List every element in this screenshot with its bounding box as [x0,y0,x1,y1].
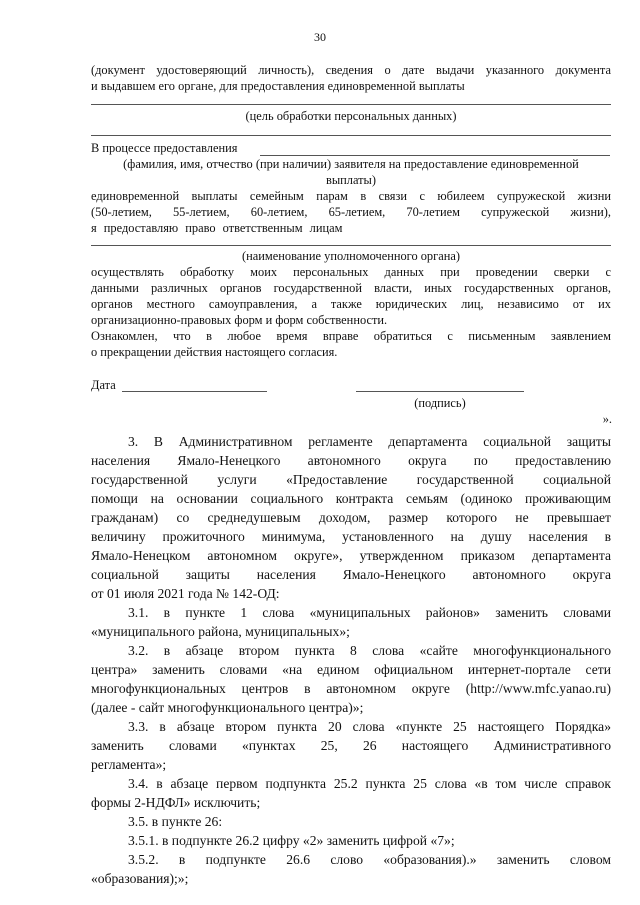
consent-text-line: Ознакомлен, что в любое время вправе обратиться с письменным заявлением [91,329,611,343]
amendment-line: 3.3. в абзаце втором пункта 20 слова «пункте 25 настоящего Порядка» [128,719,611,734]
amendment-line: социальной защиты населения Ямало-Ненецкого автономного округа [91,567,611,582]
amendment-line: помощи на основании социального контракта семьям (одиноко проживающим [91,491,611,506]
amendment-line: многофункциональных центров в автономном округе (http://www.mfc.yanao.ru) [91,681,611,696]
consent-text-line: и выдавшем его органе, для предоставления единовременной выплаты [91,79,465,93]
consent-text-line: данными различных органов государственной власти, иных государственных органов, [91,281,611,295]
consent-text-line: (документ удостоверяющий личность), сведения о дате выдачи указанного документа [91,63,611,77]
amendment-line: 3.5. в пункте 26: [128,814,223,829]
consent-text-line: я предоставляю право ответственным лицам [91,221,343,235]
closing-quote: ». [602,412,612,426]
date-line [122,391,267,392]
consent-text-line: (50-летием, 55-летием, 60-летием, 65-летием, 70-летием супружеской жизни), [91,205,611,219]
amendment-line: гражданам) со среднедушевым доходом, размер которого не превышает [91,510,611,525]
amendment-line: 3.5.1. в подпункте 26.2 цифру «2» заменить цифрой «7»; [128,833,455,848]
amendment-line: регламента»; [91,757,167,772]
date-label: Дата [91,378,116,392]
amendment-line: заменить словами «пунктах 25, 26 настоящего Административного [91,738,611,753]
consent-text-line: о прекращении действия настоящего согласия. [91,345,338,359]
blank-line [91,245,611,246]
signature-caption: (подпись) [414,396,466,410]
amendment-line: «образования);»; [91,871,189,886]
consent-text-line: органов местного самоуправления, а также юридических лиц, независимо от их [91,297,611,311]
blank-line [91,135,611,136]
amendment-line: от 01 июля 2021 года № 142-ОД: [91,586,280,601]
consent-text-line: организационно-правовых форм и форм собственности. [91,313,388,327]
consent-text-line: осуществлять обработку моих персональных данных при проведении сверки с [91,265,611,279]
amendment-line: государственной услуги «Предоставление государственной социальной [91,472,611,487]
applicant-caption: выплаты) [325,173,377,187]
amendment-line: величину прожиточного минимума, установленного на душу населения в [91,529,611,544]
page-number: 30 [314,30,326,44]
amendment-line: Ямало-Ненецком автономном округе», утвержденном приказом департамента [91,548,611,563]
consent-text-line: единовременной выплаты семейным парам в связи с юбилеем супружеской жизни [91,189,611,203]
amendment-line: формы 2-НДФЛ» исключить; [91,795,261,810]
signature-line [356,391,524,392]
amendment-line: 3.2. в абзаце втором пункта 8 слова «сайте многофункционального [128,643,611,658]
amendment-line: населения Ямало-Ненецкого автономного округа по предоставлению [91,453,611,468]
amendment-line: (далее - сайт многофункционального центра)»; [91,700,364,715]
purpose-caption: (цель обработки персональных данных) [245,109,457,123]
process-label: В процессе предоставления [91,141,238,155]
amendment-line: 3.4. в абзаце первом подпункта 25.2 пункта 25 слова «в том числе справок [128,776,611,791]
amendment-line: 3. В Административном регламенте департамента социальной защиты [128,434,611,449]
amendment-line: 3.1. в пункте 1 слова «муниципальных районов» заменить словами [128,605,611,620]
amendment-line: «муниципального района, муниципальных»; [91,624,350,639]
applicant-caption: (фамилия, имя, отчество (при наличии) заявителя на предоставление единовременной [123,157,579,171]
blank-line [91,104,611,105]
authority-caption: (наименование уполномоченного органа) [242,249,460,263]
amendment-line: центра» заменить словами «на едином официальном интернет-портале сети [91,662,611,677]
amendment-line: 3.5.2. в подпункте 26.6 слово «образования).» заменить словом [128,852,611,867]
